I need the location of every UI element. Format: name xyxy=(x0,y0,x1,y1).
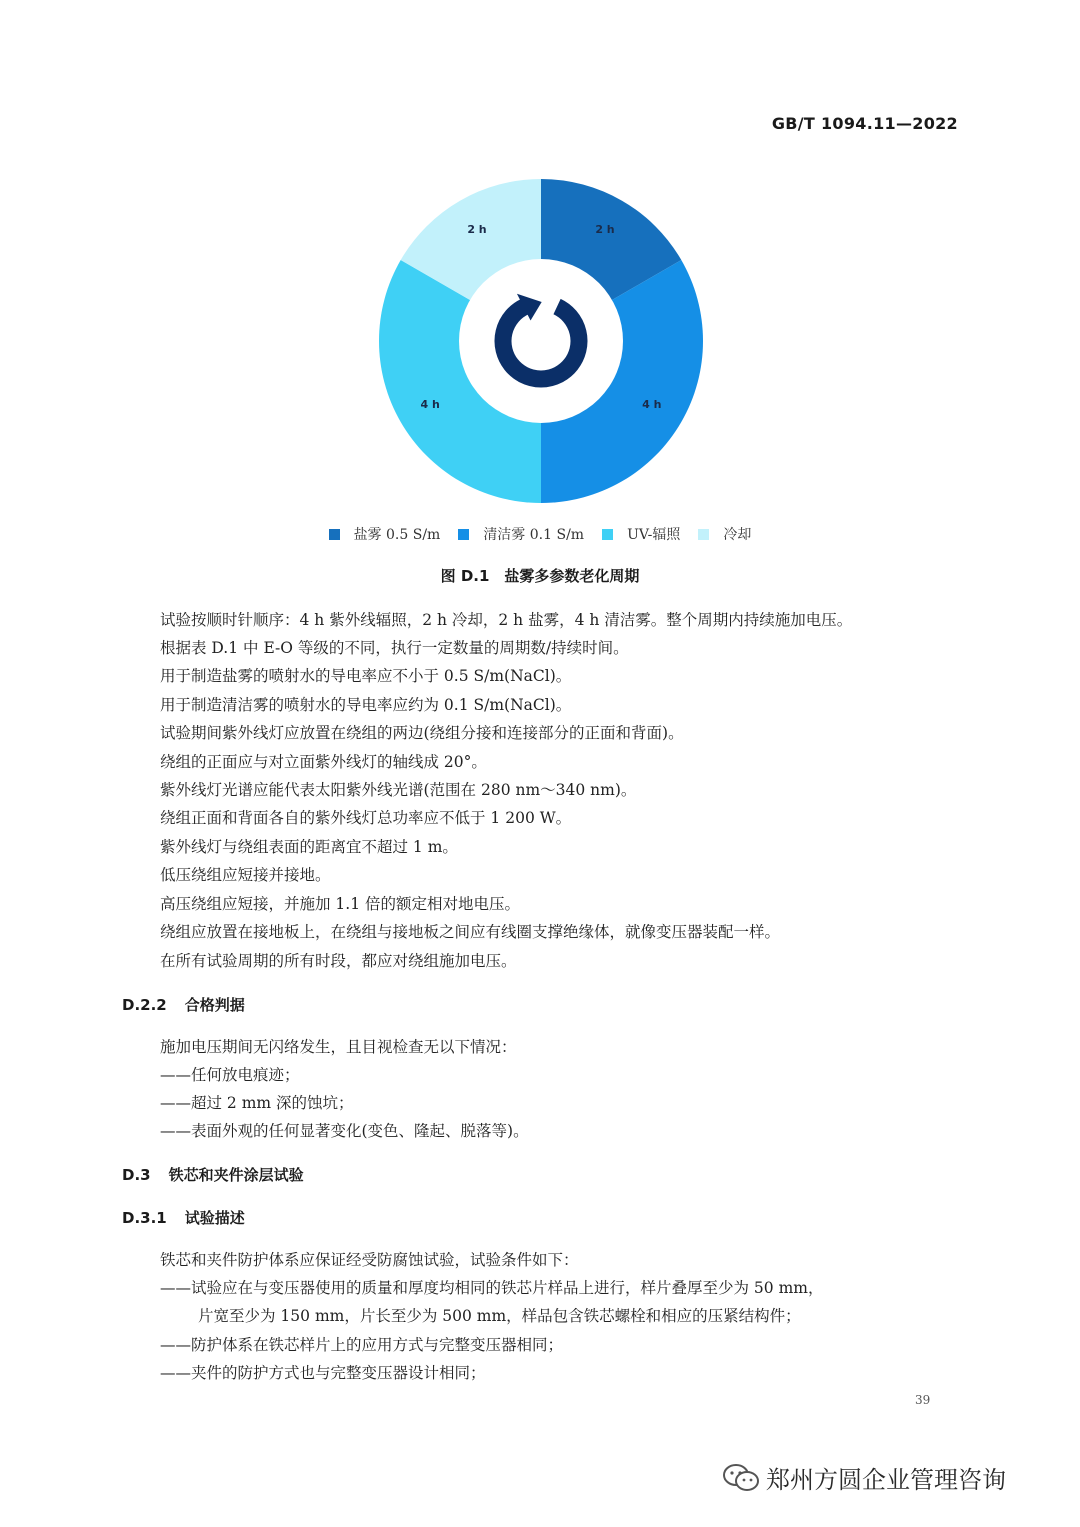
wechat-icon xyxy=(722,1463,760,1493)
section-title: 铁芯和夹件涂层试验 xyxy=(168,1166,304,1184)
paragraph: 试验按顺时针顺序：4 h 紫外线辐照，2 h 冷却，2 h 盐雾，4 h 清洁雾。整个周期内持续施加电压。 xyxy=(160,611,853,629)
paragraph: 用于制造盐雾的喷射水的导电率应不小于 0.5 S/m(NaCl)。 xyxy=(160,667,572,685)
slice-label: 2 h xyxy=(467,223,487,237)
paragraph: 根据表 D.1 中 E-O 等级的不同，执行一定数量的周期数/持续时间。 xyxy=(160,639,629,657)
section-number: D.2.2 xyxy=(122,996,167,1014)
legend-item xyxy=(698,524,751,544)
chart-legend xyxy=(0,524,1080,544)
list-item: ——夹件的防护方式也与完整变压器设计相同； xyxy=(160,1364,486,1382)
figure-caption: 图 D.1 盐雾多参数老化周期 xyxy=(440,567,640,585)
section-number: D.3 xyxy=(122,1166,151,1184)
paragraph: 绕组应放置在接地板上，在绕组与接地板之间应有线圈支撑绝缘体，就像变压器装配一样。 xyxy=(160,923,781,941)
paragraph: 施加电压期间无闪络发生，且目视检查无以下情况： xyxy=(160,1038,517,1056)
paragraph: 用于制造清洁雾的喷射水的导电率应约为 0.1 S/m(NaCl)。 xyxy=(160,696,572,714)
donut-hole xyxy=(459,259,623,423)
section-number: D.3.1 xyxy=(122,1209,167,1227)
list-item: ——试验应在与变压器使用的质量和厚度均相同的铁芯片样品上进行，样片叠厚至少为 50 mm， xyxy=(160,1279,824,1297)
legend-item xyxy=(602,524,680,544)
standard-code: GB/T 1094.11—2022 xyxy=(771,114,958,133)
list-item: ——表面外观的任何显著变化(变色、隆起、脱落等)。 xyxy=(160,1122,529,1140)
footer-watermark xyxy=(722,1460,1006,1495)
paragraph: 在所有试验周期的所有时段，都应对绕组施加电压。 xyxy=(160,952,517,970)
paragraph: 紫外线灯与绕组表面的距离宜不超过 1 m。 xyxy=(160,838,458,856)
legend-swatch xyxy=(602,529,613,540)
legend-swatch xyxy=(329,529,340,540)
legend-label: 冷却 xyxy=(723,527,752,543)
paragraph: 绕组的正面应与对立面紫外线灯的轴线成 20°。 xyxy=(160,753,487,771)
legend-label: 清洁雾 0.1 S/m xyxy=(483,527,585,543)
legend-swatch xyxy=(458,529,469,540)
paragraph: 低压绕组应短接并接地。 xyxy=(160,866,331,884)
page-number: 39 xyxy=(915,1393,931,1407)
section-heading-d31 xyxy=(122,1207,245,1228)
list-item-continuation: 片宽至少为 150 mm，片长至少为 500 mm，样品包含铁芯螺栓和相应的压紧结构件； xyxy=(198,1307,801,1325)
legend-label: 盐雾 0.5 S/m xyxy=(353,527,441,543)
slice-label: 2 h xyxy=(595,223,615,237)
paragraph: 试验期间紫外线灯应放置在绕组的两边(绕组分接和连接部分的正面和背面)。 xyxy=(160,724,684,742)
paragraph: 高压绕组应短接，并施加 1.1 倍的额定相对地电压。 xyxy=(160,895,521,913)
section-heading-d22 xyxy=(122,994,245,1015)
legend-label: UV-辐照 xyxy=(627,527,681,543)
paragraph: 绕组正面和背面各自的紫外线灯总功率应不低于 1 200 W。 xyxy=(160,809,572,827)
list-item: ——超过 2 mm 深的蚀坑； xyxy=(160,1094,354,1112)
footer-text: 郑州方圆企业管理咨询 xyxy=(766,1466,1006,1494)
paragraph: 铁芯和夹件防护体系应保证经受防腐蚀试验，试验条件如下： xyxy=(160,1251,579,1269)
legend-item xyxy=(458,524,584,544)
legend-item xyxy=(329,524,441,544)
section-title: 试验描述 xyxy=(184,1209,245,1227)
section-title: 合格判据 xyxy=(184,996,245,1014)
slice-label: 4 h xyxy=(642,398,662,411)
legend-swatch xyxy=(698,529,709,540)
slice-label: 4 h xyxy=(420,398,440,411)
section-heading-d3 xyxy=(122,1164,304,1185)
paragraph: 紫外线灯光谱应能代表太阳紫外线光谱(范围在 280 nm～340 nm)。 xyxy=(160,781,637,799)
list-item: ——防护体系在铁芯样片上的应用方式与完整变压器相同； xyxy=(160,1336,564,1354)
list-item: ——任何放电痕迹； xyxy=(160,1066,300,1084)
donut-chart xyxy=(368,168,708,508)
